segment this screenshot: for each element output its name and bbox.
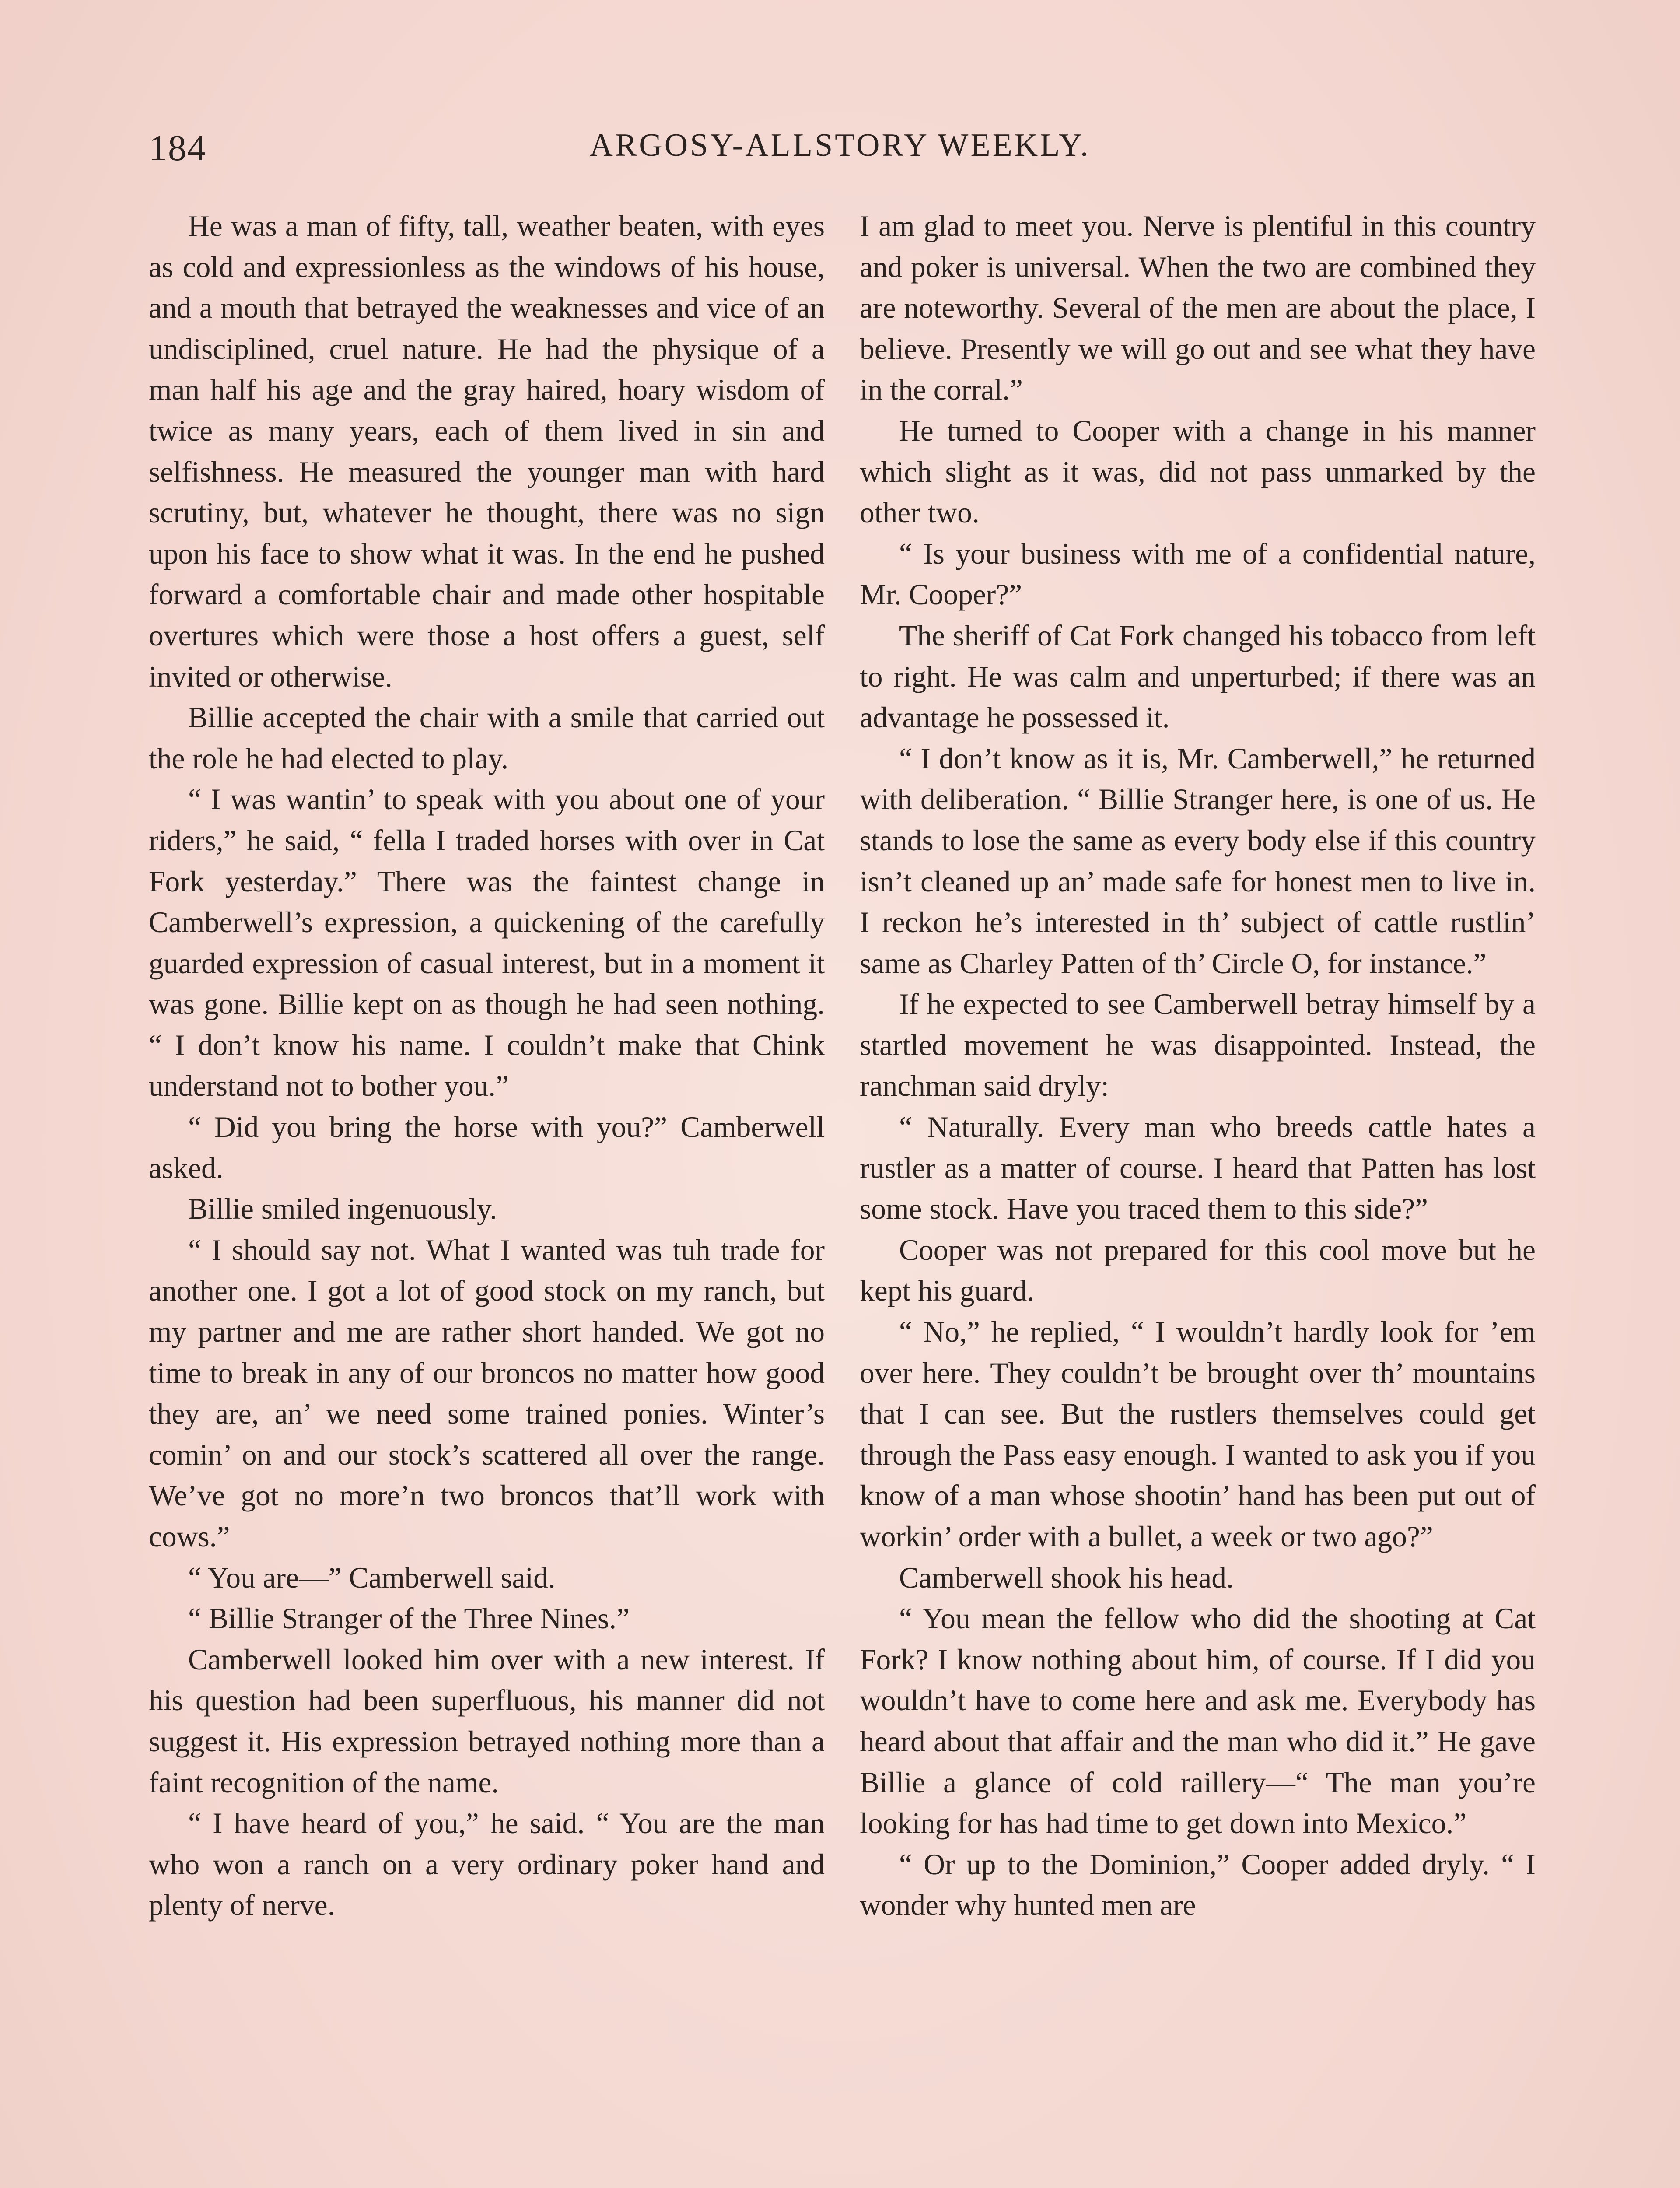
paragraph-continuation: I am glad to meet you. Nerve is plentiful in this country and poker is universal. When the two are combined they are noteworthy. Several of the men are about the place, I believe. Presently we will go out and see what they have in the corral.” <box>860 210 1536 407</box>
paragraph: “ I was wantin’ to speak with you about one of your riders,” he said, “ fella I traded horses with over in Cat Fork yesterday.” There was the faintest change in Camberwell’s expression, a quickening of the carefully guarded expression of casual interest, but in a moment it was gone. Billie kept on as though he had seen nothing. “ I don’t know his name. I couldn’t make that Chink understand not to bother you.” <box>149 783 825 1103</box>
paragraph: “ I don’t know as it is, Mr. Camberwell,” he returned with deliberation. “ Billie Stranger here, is one of us. He stands to lose the same as every body else if this country isn’t cleaned up an’ made safe for honest men to live in. I reckon he’s interested in th’ subject of cattle rustlin’ same as Charley Patten of th’ Circle O, for instance.” <box>860 742 1536 980</box>
paragraph: He was a man of fifty, tall, weather beaten, with eyes as cold and expressionless as the windows of his house, and a mouth that betrayed the weaknesses and vice of an undisciplined, cruel nature. He had the physique of a man half his age and the gray haired, hoary wisdom of twice as many years, each of them lived in sin and selfishness. He measured the younger man with hard scrutiny, but, whatever he thought, there was no sign upon his face to show what it was. In the end he pushed forward a comfortable chair and made other hospitable overtures which were those a host offers a guest, self invited or otherwise. <box>149 210 825 693</box>
page-number: 184 <box>149 128 206 168</box>
paragraph: “ No,” he replied, “ I wouldn’t hardly look for ’em over here. They couldn’t be brought over th’ mountains that I can see. But the rustlers themselves could get through the Pass easy enough. I wanted to ask you if you know of a man whose shootin’ hand has been put out of workin’ order with a bullet, a week or two ago?” <box>860 1315 1536 1553</box>
paragraph: “ You are—” Camberwell said. <box>188 1561 556 1594</box>
paragraph: “ You mean the fellow who did the shooting at Cat Fork? I know nothing about him, of course. If I did you wouldn’t have to come here and ask me. Everybody has heard about that affair and the man who did it.” He gave Billie a glance of cold raillery—“ The man you’re looking for has had time to get down into Mexico.” <box>860 1602 1536 1840</box>
paragraph: “ Naturally. Every man who breeds cattle hates a rustler as a matter of course. I heard that Patten has lost some stock. Have you traced them to this side?” <box>860 1111 1536 1226</box>
paragraph: “ Billie Stranger of the Three Nines.” <box>188 1602 630 1635</box>
page-header <box>149 127 1531 179</box>
paragraph: He turned to Cooper with a change in his manner which slight as it was, did not pass unmarked by the other two. <box>860 414 1536 529</box>
paragraph: Camberwell looked him over with a new interest. If his question had been superfluous, his manner did not suggest it. His expression betrayed nothing more than a faint recognition of the name. <box>149 1643 825 1799</box>
paragraph: “ Is your business with me of a confidential nature, Mr. Cooper?” <box>860 537 1536 611</box>
paragraph: “ I have heard of you,” he said. “ You are the man who won a ranch on a very ordinary poker hand and plenty of nerve. <box>149 1807 825 1922</box>
paragraph: “ I should say not. What I wanted was tuh trade for another one. I got a lot of good stock on my ranch, but my partner and me are rather short handed. We got no time to break in any of our broncos no matter how good they are, an’ we need some trained ponies. Winter’s comin’ on and our stock’s scattered all over the range. We’ve got no more’n two broncos that’ll work with cows.” <box>149 1233 825 1553</box>
paragraph: Billie smiled ingenuously. <box>188 1192 497 1226</box>
paragraph: The sheriff of Cat Fork changed his tobacco from left to right. He was calm and unperturbed; if there was an advantage he possessed it. <box>860 619 1536 734</box>
paragraph: Billie accepted the chair with a smile that carried out the role he had elected to play. <box>149 701 825 775</box>
paragraph: Camberwell shook his head. <box>899 1561 1234 1594</box>
right-column <box>860 206 1536 1926</box>
running-title: ARGOSY-ALLSTORY WEEKLY. <box>589 127 1091 163</box>
paragraph: “ Or up to the Dominion,” Cooper added dryly. “ I wonder why hunted men are <box>860 1848 1536 1922</box>
paragraph: Cooper was not prepared for this cool move but he kept his guard. <box>860 1233 1536 1308</box>
paragraph: If he expected to see Camberwell betray himself by a startled movement he was disappointed. Instead, the ranchman said dryly: <box>860 988 1536 1103</box>
left-column <box>149 206 825 1926</box>
paragraph: “ Did you bring the horse with you?” Camberwell asked. <box>149 1111 825 1185</box>
